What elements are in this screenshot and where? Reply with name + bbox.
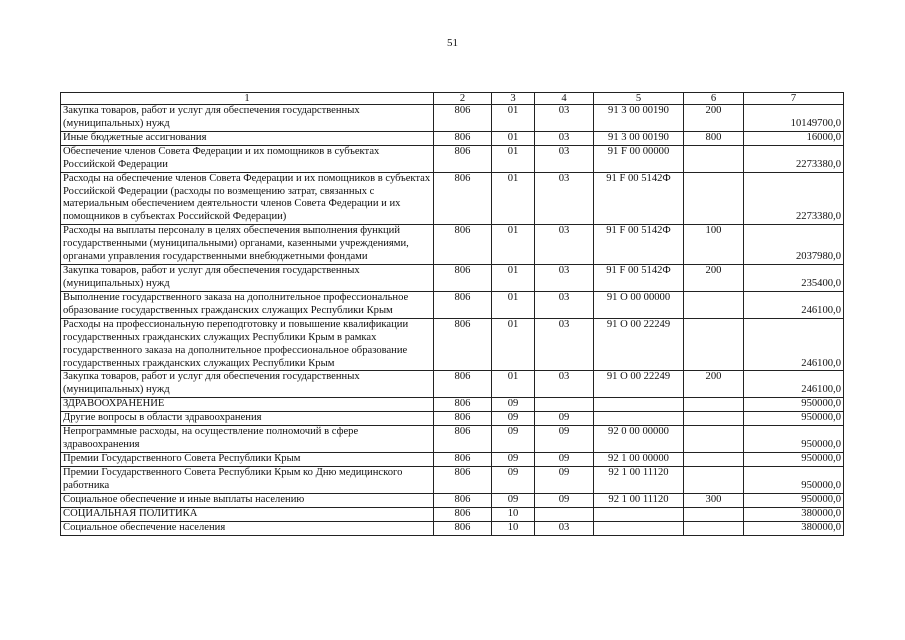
row-expense-type bbox=[684, 426, 744, 453]
row-grbs: 806 bbox=[434, 466, 492, 493]
row-expense-type bbox=[684, 398, 744, 412]
row-expense-type bbox=[684, 318, 744, 371]
row-amount: 950000,0 bbox=[744, 452, 844, 466]
row-section: 01 bbox=[492, 265, 535, 292]
row-name: Премии Государственного Совета Республики Крым ко Дню медицинского работника bbox=[61, 466, 434, 493]
page-number: 51 bbox=[447, 37, 458, 49]
row-target-item: 91 F 00 5142Ф bbox=[594, 172, 684, 225]
row-section: 09 bbox=[492, 412, 535, 426]
row-subsection: 03 bbox=[535, 521, 594, 535]
row-target-item bbox=[594, 398, 684, 412]
column-header: 2 bbox=[434, 93, 492, 105]
row-amount: 950000,0 bbox=[744, 426, 844, 453]
row-section: 09 bbox=[492, 493, 535, 507]
row-section: 10 bbox=[492, 521, 535, 535]
row-section: 01 bbox=[492, 371, 535, 398]
row-subsection: 03 bbox=[535, 145, 594, 172]
row-subsection: 03 bbox=[535, 318, 594, 371]
row-amount: 246100,0 bbox=[744, 318, 844, 371]
table-row bbox=[61, 172, 844, 225]
row-subsection: 09 bbox=[535, 493, 594, 507]
row-subsection: 03 bbox=[535, 225, 594, 265]
row-grbs: 806 bbox=[434, 131, 492, 145]
table-row bbox=[61, 521, 844, 535]
row-target-item: 91 F 00 5142Ф bbox=[594, 265, 684, 292]
row-amount: 10149700,0 bbox=[744, 105, 844, 132]
row-target-item: 92 1 00 11120 bbox=[594, 466, 684, 493]
table-row bbox=[61, 426, 844, 453]
row-section: 01 bbox=[492, 105, 535, 132]
table-row bbox=[61, 398, 844, 412]
table-row bbox=[61, 145, 844, 172]
table-row bbox=[61, 452, 844, 466]
row-grbs: 806 bbox=[434, 452, 492, 466]
row-grbs: 806 bbox=[434, 521, 492, 535]
row-name: Премии Государственного Совета Республики Крым bbox=[61, 452, 434, 466]
table-row bbox=[61, 466, 844, 493]
row-amount: 246100,0 bbox=[744, 291, 844, 318]
row-amount: 2273380,0 bbox=[744, 172, 844, 225]
row-name: Другие вопросы в области здравоохранения bbox=[61, 412, 434, 426]
row-grbs: 806 bbox=[434, 265, 492, 292]
row-expense-type: 200 bbox=[684, 265, 744, 292]
row-target-item: 91 3 00 00190 bbox=[594, 131, 684, 145]
budget-table bbox=[60, 92, 844, 536]
row-grbs: 806 bbox=[434, 291, 492, 318]
row-target-item: 91 О 00 22249 bbox=[594, 318, 684, 371]
table-row bbox=[61, 507, 844, 521]
row-amount: 950000,0 bbox=[744, 466, 844, 493]
row-expense-type: 200 bbox=[684, 105, 744, 132]
row-section: 01 bbox=[492, 131, 535, 145]
row-name: ЗДРАВООХРАНЕНИЕ bbox=[61, 398, 434, 412]
column-header: 3 bbox=[492, 93, 535, 105]
row-subsection bbox=[535, 398, 594, 412]
table-row bbox=[61, 493, 844, 507]
row-target-item: 91 F 00 00000 bbox=[594, 145, 684, 172]
column-header: 5 bbox=[594, 93, 684, 105]
table-row bbox=[61, 318, 844, 371]
row-subsection bbox=[535, 507, 594, 521]
row-subsection: 03 bbox=[535, 265, 594, 292]
row-grbs: 806 bbox=[434, 493, 492, 507]
row-section: 10 bbox=[492, 507, 535, 521]
row-target-item: 92 1 00 11120 bbox=[594, 493, 684, 507]
row-expense-type: 800 bbox=[684, 131, 744, 145]
row-target-item bbox=[594, 507, 684, 521]
row-expense-type bbox=[684, 507, 744, 521]
row-section: 01 bbox=[492, 318, 535, 371]
table-header-row bbox=[61, 93, 844, 105]
row-subsection: 09 bbox=[535, 452, 594, 466]
row-section: 09 bbox=[492, 398, 535, 412]
column-header: 1 bbox=[61, 93, 434, 105]
row-grbs: 806 bbox=[434, 225, 492, 265]
row-name: Обеспечение членов Совета Федерации и их помощников в субъектах Российской Федерации bbox=[61, 145, 434, 172]
table-row bbox=[61, 265, 844, 292]
row-subsection: 03 bbox=[535, 105, 594, 132]
row-section: 01 bbox=[492, 291, 535, 318]
row-subsection: 09 bbox=[535, 466, 594, 493]
row-grbs: 806 bbox=[434, 145, 492, 172]
row-name: Непрограммные расходы, на осуществление полномочий в сфере здравоохранения bbox=[61, 426, 434, 453]
row-amount: 16000,0 bbox=[744, 131, 844, 145]
table-row bbox=[61, 105, 844, 132]
row-name: Расходы на выплаты персоналу в целях обеспечения выполнения функций государственными (муниципальными) органами, казенными учреждениями, органами управления государственными внебюджетными фондами bbox=[61, 225, 434, 265]
row-subsection: 03 bbox=[535, 131, 594, 145]
row-amount: 950000,0 bbox=[744, 412, 844, 426]
row-name: Закупка товаров, работ и услуг для обеспечения государственных (муниципальных) нужд bbox=[61, 371, 434, 398]
table-row bbox=[61, 225, 844, 265]
row-amount: 235400,0 bbox=[744, 265, 844, 292]
row-expense-type bbox=[684, 412, 744, 426]
row-grbs: 806 bbox=[434, 412, 492, 426]
row-section: 09 bbox=[492, 426, 535, 453]
row-section: 09 bbox=[492, 466, 535, 493]
row-subsection: 03 bbox=[535, 172, 594, 225]
row-section: 01 bbox=[492, 225, 535, 265]
row-target-item: 92 1 00 00000 bbox=[594, 452, 684, 466]
row-amount: 950000,0 bbox=[744, 398, 844, 412]
table-row bbox=[61, 371, 844, 398]
table-row bbox=[61, 131, 844, 145]
row-target-item bbox=[594, 521, 684, 535]
row-grbs: 806 bbox=[434, 318, 492, 371]
row-expense-type bbox=[684, 466, 744, 493]
row-section: 09 bbox=[492, 452, 535, 466]
row-grbs: 806 bbox=[434, 371, 492, 398]
row-expense-type bbox=[684, 452, 744, 466]
row-grbs: 806 bbox=[434, 105, 492, 132]
row-target-item: 91 О 00 00000 bbox=[594, 291, 684, 318]
row-grbs: 806 bbox=[434, 426, 492, 453]
row-name: Расходы на профессиональную переподготовку и повышение квалификации государственных гражданских служащих Республики Крым в рамках государственного заказа на дополнительное профессиональное образование государственных гражданских служащих Республики Крым bbox=[61, 318, 434, 371]
table-body bbox=[61, 105, 844, 536]
row-amount: 380000,0 bbox=[744, 507, 844, 521]
column-header: 6 bbox=[684, 93, 744, 105]
row-amount: 380000,0 bbox=[744, 521, 844, 535]
row-target-item bbox=[594, 412, 684, 426]
row-name: Закупка товаров, работ и услуг для обеспечения государственных (муниципальных) нужд bbox=[61, 265, 434, 292]
row-subsection: 03 bbox=[535, 371, 594, 398]
row-grbs: 806 bbox=[434, 507, 492, 521]
row-name: Социальное обеспечение и иные выплаты населению bbox=[61, 493, 434, 507]
row-subsection: 09 bbox=[535, 426, 594, 453]
row-target-item: 91 3 00 00190 bbox=[594, 105, 684, 132]
row-amount: 950000,0 bbox=[744, 493, 844, 507]
row-amount: 246100,0 bbox=[744, 371, 844, 398]
row-subsection: 03 bbox=[535, 291, 594, 318]
row-section: 01 bbox=[492, 172, 535, 225]
table-row bbox=[61, 412, 844, 426]
row-target-item: 91 О 00 22249 bbox=[594, 371, 684, 398]
row-name: Закупка товаров, работ и услуг для обеспечения государственных (муниципальных) нужд bbox=[61, 105, 434, 132]
row-subsection: 09 bbox=[535, 412, 594, 426]
row-amount: 2273380,0 bbox=[744, 145, 844, 172]
row-grbs: 806 bbox=[434, 172, 492, 225]
row-section: 01 bbox=[492, 145, 535, 172]
row-name: Иные бюджетные ассигнования bbox=[61, 131, 434, 145]
row-target-item: 91 F 00 5142Ф bbox=[594, 225, 684, 265]
row-name: СОЦИАЛЬНАЯ ПОЛИТИКА bbox=[61, 507, 434, 521]
row-expense-type bbox=[684, 145, 744, 172]
row-amount: 2037980,0 bbox=[744, 225, 844, 265]
row-expense-type bbox=[684, 172, 744, 225]
row-name: Социальное обеспечение населения bbox=[61, 521, 434, 535]
column-header: 7 bbox=[744, 93, 844, 105]
row-expense-type bbox=[684, 521, 744, 535]
column-header: 4 bbox=[535, 93, 594, 105]
row-grbs: 806 bbox=[434, 398, 492, 412]
row-name: Выполнение государственного заказа на дополнительное профессиональное образование государственных гражданских служащих Республики Крым bbox=[61, 291, 434, 318]
row-expense-type: 300 bbox=[684, 493, 744, 507]
row-target-item: 92 0 00 00000 bbox=[594, 426, 684, 453]
table-row bbox=[61, 291, 844, 318]
row-expense-type: 200 bbox=[684, 371, 744, 398]
row-expense-type: 100 bbox=[684, 225, 744, 265]
row-name: Расходы на обеспечение членов Совета Федерации и их помощников в субъектах Российской Федерации (расходы по возмещению затрат, связанных с материальным обеспечением деятельности членов Совета Федерации и их помощников в субъектах Российской Федерации) bbox=[61, 172, 434, 225]
row-expense-type bbox=[684, 291, 744, 318]
